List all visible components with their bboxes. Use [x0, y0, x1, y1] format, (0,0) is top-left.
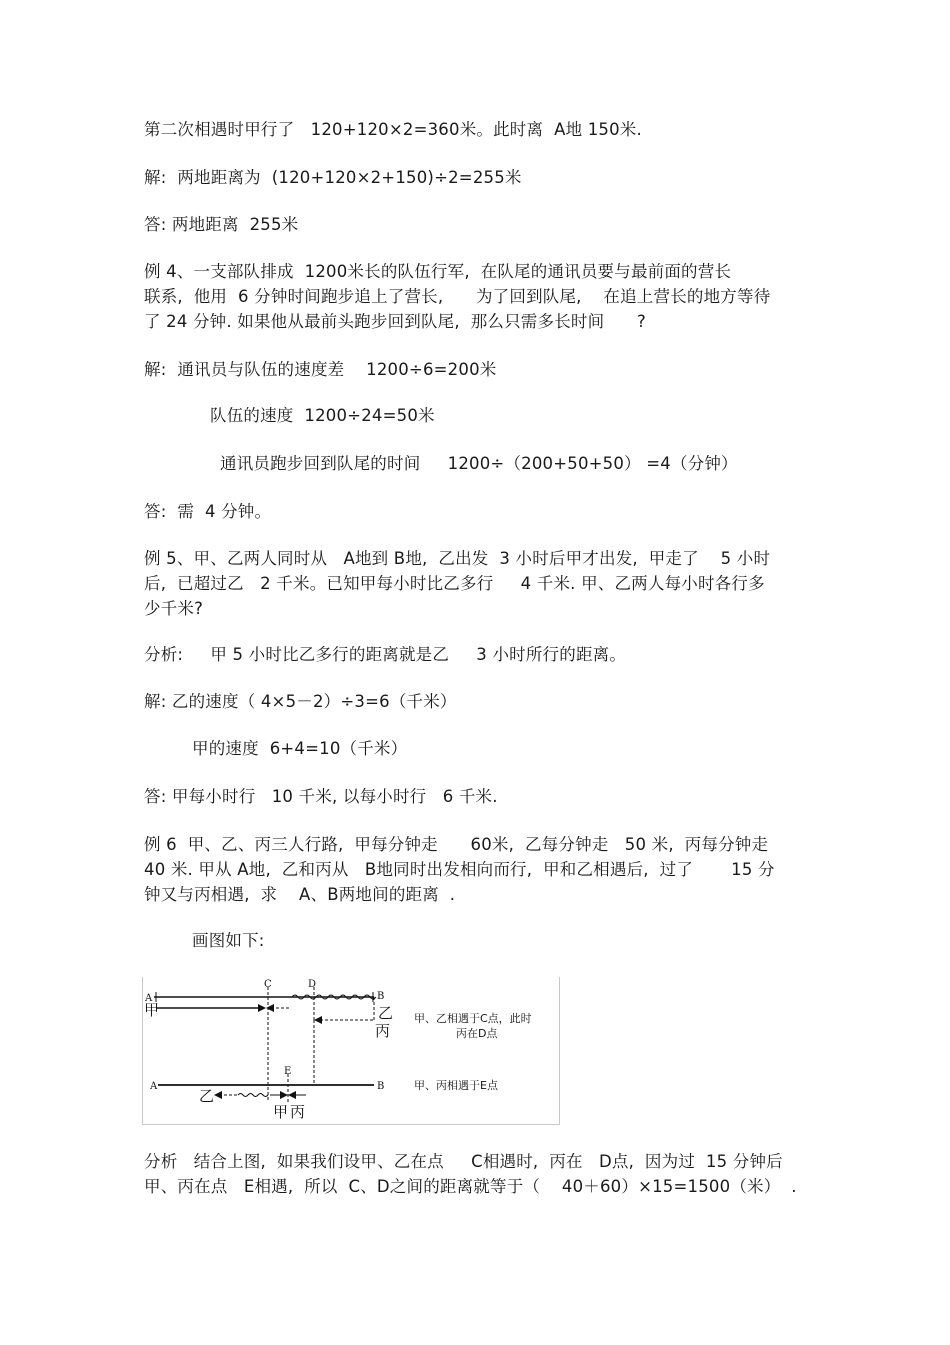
text-line: 钟又与丙相遇, 求 A、B两地间的距离 . — [144, 885, 456, 904]
text-line: 例 5、甲、乙两人同时从 A地到 B地, 乙出发 3 小时后甲才出发, 甲走了 5 小时 — [144, 549, 771, 568]
yi-arrowhead-top — [266, 1004, 274, 1012]
text-line: 第二次相遇时甲行了 120+120×2=360米。此时离 A地 150米. — [144, 120, 642, 139]
text-line: 少千米? — [144, 599, 204, 618]
point-e: E — [284, 1066, 292, 1077]
text-line: 解: 乙的速度（ 4×5－2）÷3=6（千米） — [144, 692, 457, 711]
bing-arrowhead-top — [314, 1016, 322, 1024]
text-line: 解: 两地距离为 (120+120×2+150)÷2=255米 — [144, 168, 522, 187]
text-line: 队伍的速度 1200÷24=50米 — [210, 406, 435, 425]
label-yi-top: 乙 — [378, 1004, 394, 1022]
text-line: 解: 通讯员与队伍的速度差 1200÷6=200米 — [144, 360, 497, 379]
text-line: 联系, 他用 6 分钟时间跑步追上了营长, 为了回到队尾, 在追上营长的地方等待 — [144, 287, 771, 306]
text-line: 甲的速度 6+4=10（千米） — [192, 739, 408, 758]
point-c: C — [264, 979, 272, 990]
text-line: 分析: 甲 5 小时比乙多行的距离就是乙 3 小时所行的距离。 — [144, 645, 627, 664]
point-a-bottom: A — [150, 1081, 158, 1092]
label-jia-bottom: 甲 — [273, 1103, 289, 1121]
text-line: 通讯员跑步回到队尾的时间 1200÷（200+50+50） =4（分钟） — [220, 454, 738, 473]
text-line: 答: 需 4 分钟。 — [144, 502, 272, 521]
label-bing-top: 丙 — [375, 1022, 391, 1040]
text-line: 例 6 甲、乙、丙三人行路, 甲每分钟走 60米, 乙每分钟走 50 米, 丙每分钟走 — [144, 835, 769, 854]
text-line: 例 4、一支部队排成 1200米长的队伍行军, 在队尾的通讯员要与最前面的营长 — [144, 262, 732, 281]
point-a-top: A — [145, 993, 153, 1004]
label-jia-top: 甲 — [144, 1001, 160, 1019]
text-line: 答: 甲每小时行 10 千米, 以每小时行 6 千米. — [144, 787, 498, 806]
note-top-line-2: 丙在D点 — [456, 1027, 498, 1040]
yi-wavy-path-bottom — [238, 1094, 268, 1097]
text-line: 甲、丙在点 E相遇, 所以 C、D之间的距离就等于（ 40＋60）×15=1500（米） . — [144, 1177, 797, 1196]
yi-wavy-path-top — [292, 995, 376, 999]
note-top-line-1: 甲、乙相遇于C点，此时 — [414, 1012, 532, 1025]
text-line: 画图如下: — [192, 931, 265, 950]
jia-arrowhead-bottom — [280, 1091, 288, 1099]
jia-arrowhead-top — [258, 1004, 266, 1012]
note-bottom: 甲、丙相遇于E点 — [414, 1079, 498, 1092]
point-b-bottom: B — [377, 1081, 385, 1092]
text-line: 后, 已超过乙 2 千米。已知甲每小时比乙多行 4 千米. 甲、乙两人每小时各行多 — [144, 574, 765, 593]
text-line: 了 24 分钟. 如果他从最前头跑步回到队尾, 那么只需多长时间 ? — [144, 312, 646, 331]
yi-arrowhead-bottom — [214, 1091, 222, 1099]
meeting-diagram — [142, 977, 560, 1125]
label-yi-bottom: 乙 — [199, 1087, 215, 1105]
bing-arrowhead-bottom — [288, 1091, 296, 1099]
text-line: 40 米. 甲从 A地, 乙和丙从 B地同时出发相向而行, 甲和乙相遇后, 过了 15 分 — [144, 860, 775, 879]
label-bing-bottom: 丙 — [290, 1103, 306, 1121]
text-line: 答: 两地距离 255米 — [144, 215, 299, 234]
point-d: D — [308, 979, 317, 990]
text-line: 分析 结合上图, 如果我们设甲、乙在点 C相遇时, 丙在 D点, 因为过 15 分钟后 — [144, 1152, 783, 1171]
point-b-top: B — [377, 991, 385, 1002]
